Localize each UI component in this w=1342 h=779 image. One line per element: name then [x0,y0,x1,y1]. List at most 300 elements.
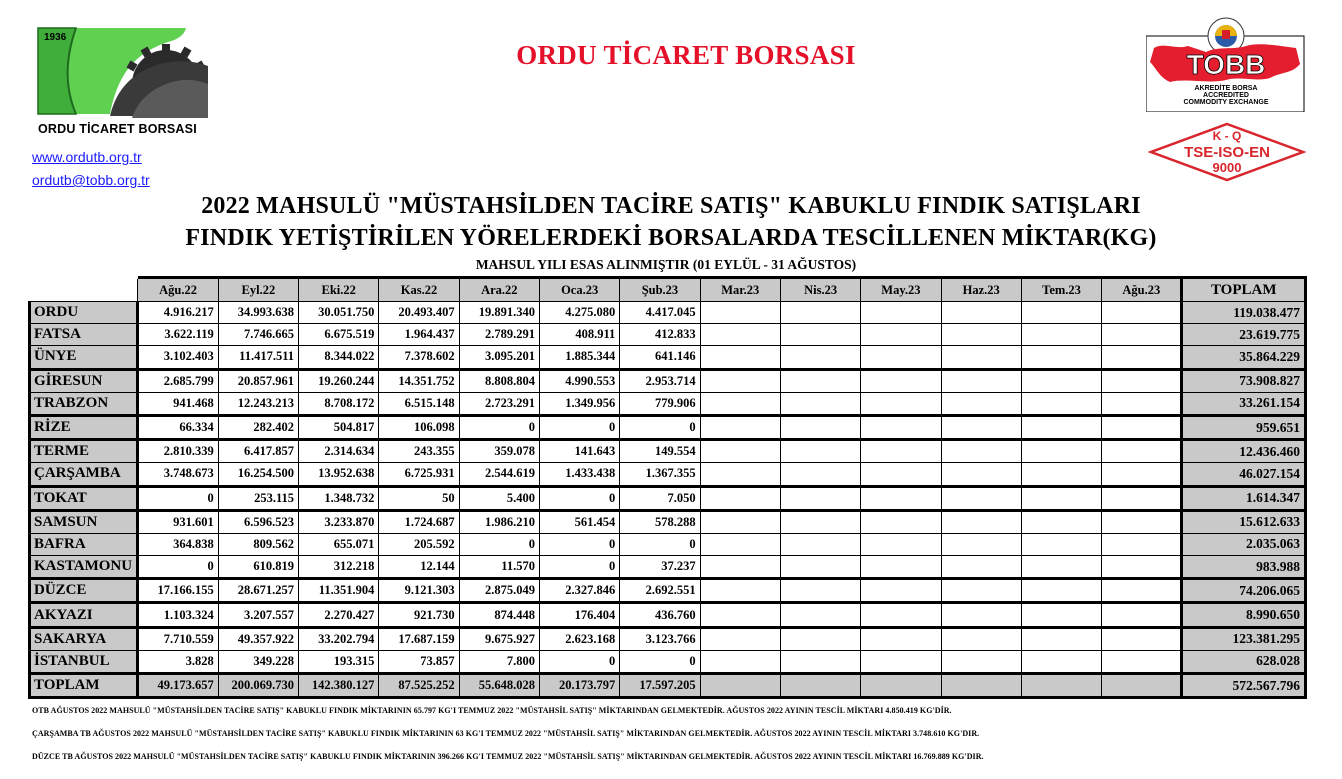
table-cell [1021,603,1101,627]
table-cell: 0 [539,556,619,579]
table-cell: 610.819 [218,556,298,579]
table-cell: 12.144 [379,556,459,579]
column-header: Eki.22 [299,278,379,302]
row-total: 119.038.477 [1182,302,1306,324]
table-cell [1102,324,1182,346]
table-cell: 578.288 [620,510,700,533]
table-cell [1021,415,1101,439]
table-cell: 16.254.500 [218,463,298,486]
table-cell: 4.275.080 [539,302,619,324]
row-total: 959.651 [1182,415,1306,439]
table-cell [1102,415,1182,439]
table-cell: 0 [459,533,539,555]
table-cell [861,369,941,392]
table-cell: 2.544.619 [459,463,539,486]
row-total: 8.990.650 [1182,603,1306,627]
page-title: ORDU TİCARET BORSASI [516,40,856,70]
table-row [30,392,1306,415]
table-cell: 0 [539,415,619,439]
table-cell: 2.327.846 [539,579,619,603]
table-cell [780,463,860,486]
table-header [30,278,1306,302]
table-cell: 20.173.797 [539,674,619,698]
table-cell [941,486,1021,510]
table-cell [1021,346,1101,369]
table-cell: 7.050 [620,486,700,510]
table-cell [941,627,1021,650]
sales-table [28,276,1307,699]
table-cell: 1.964.437 [379,324,459,346]
column-header-total: TOPLAM [1182,278,1306,302]
table-cell [861,556,941,579]
table-row [30,486,1306,510]
table-cell [941,650,1021,673]
table-cell: 141.643 [539,440,619,463]
table-cell: 809.562 [218,533,298,555]
table-cell: 1.885.344 [539,346,619,369]
row-label: ÜNYE [30,346,138,369]
column-header: Nis.23 [780,278,860,302]
table-cell: 779.906 [620,392,700,415]
row-total: 2.035.063 [1182,533,1306,555]
table-cell [1021,392,1101,415]
table-cell [700,510,780,533]
table-cell [780,486,860,510]
table-cell [941,324,1021,346]
row-total: 12.436.460 [1182,440,1306,463]
table-cell: 2.875.049 [459,579,539,603]
table-cell [700,650,780,673]
email-link[interactable]: ordutb@tobb.org.tr [32,172,150,188]
row-label: BAFRA [30,533,138,555]
table-cell: 3.622.119 [138,324,218,346]
table-row [30,415,1306,439]
table-cell [861,392,941,415]
report-title-line2: FINDIK YETİŞTİRİLEN YÖRELERDEKİ BORSALARDA TESCİLLENEN MİKTAR(KG) [185,225,1157,251]
table-cell: 0 [138,486,218,510]
table-cell [1102,603,1182,627]
table-cell: 7.800 [459,650,539,673]
table-cell [780,369,860,392]
table-cell [780,533,860,555]
table-row [30,627,1306,650]
row-label: ORDU [30,302,138,324]
table-cell [861,486,941,510]
table-cell [941,302,1021,324]
table-cell [1021,369,1101,392]
table-cell [700,346,780,369]
column-header: Mar.23 [700,278,780,302]
table-cell [941,369,1021,392]
row-label: TOKAT [30,486,138,510]
table-cell [1021,302,1101,324]
table-cell: 0 [459,415,539,439]
table-cell: 19.260.244 [299,369,379,392]
table-cell [1102,392,1182,415]
table-row [30,302,1306,324]
table-cell: 2.953.714 [620,369,700,392]
table-cell [1102,463,1182,486]
column-header: May.23 [861,278,941,302]
table-cell [700,486,780,510]
table-cell: 37.237 [620,556,700,579]
table-cell: 3.123.766 [620,627,700,650]
row-label: SAKARYA [30,627,138,650]
iso-line3: 9000 [1212,160,1242,175]
table-cell: 9.121.303 [379,579,459,603]
table-cell [1021,650,1101,673]
table-cell: 11.351.904 [299,579,379,603]
table-row [30,463,1306,486]
table-row [30,440,1306,463]
table-cell [700,603,780,627]
table-cell [1021,627,1101,650]
table-cell [780,392,860,415]
table-cell [700,392,780,415]
table-cell: 253.115 [218,486,298,510]
table-cell [1102,556,1182,579]
table-cell: 2.270.427 [299,603,379,627]
column-header: Kas.22 [379,278,459,302]
row-label: FATSA [30,324,138,346]
iso-line2: TSE-ISO-EN [1184,144,1270,161]
table-cell: 7.746.665 [218,324,298,346]
table-body [30,302,1306,698]
table-cell: 13.952.638 [299,463,379,486]
table-cell [780,346,860,369]
table-row [30,324,1306,346]
table-cell: 8.808.804 [459,369,539,392]
table-cell: 0 [138,556,218,579]
table-cell: 349.228 [218,650,298,673]
table-cell [861,510,941,533]
column-header: Ara.22 [459,278,539,302]
table-cell [1021,463,1101,486]
table-cell [861,324,941,346]
column-header: Ağu.22 [138,278,218,302]
table-cell: 6.417.857 [218,440,298,463]
row-label: ÇARŞAMBA [30,463,138,486]
row-label: GİRESUN [30,369,138,392]
column-header: Şub.23 [620,278,700,302]
table-cell [700,415,780,439]
table-cell: 4.916.217 [138,302,218,324]
row-total: 628.028 [1182,650,1306,673]
tobb-accredited-logo [1146,16,1306,112]
table-cell [1102,486,1182,510]
table-cell: 176.404 [539,603,619,627]
table-cell: 3.748.673 [138,463,218,486]
table-cell: 49.173.657 [138,674,218,698]
row-label: TRABZON [30,392,138,415]
tobb-line2: ACCREDITED [1203,92,1249,99]
table-cell: 2.623.168 [539,627,619,650]
table-cell [941,346,1021,369]
table-cell: 3.095.201 [459,346,539,369]
table-cell: 941.468 [138,392,218,415]
table-cell [1102,440,1182,463]
table-cell [1021,579,1101,603]
table-cell [941,533,1021,555]
table-cell: 87.525.252 [379,674,459,698]
table-cell [861,346,941,369]
table-cell: 19.891.340 [459,302,539,324]
table-cell: 3.233.870 [299,510,379,533]
table-cell: 312.218 [299,556,379,579]
table-cell: 2.314.634 [299,440,379,463]
table-cell: 2.810.339 [138,440,218,463]
row-label: TERME [30,440,138,463]
table-cell [861,533,941,555]
table-cell [861,463,941,486]
table-cell [1021,556,1101,579]
table-cell: 6.515.148 [379,392,459,415]
table-cell: 2.692.551 [620,579,700,603]
table-cell [1021,533,1101,555]
tobb-line1: AKREDİTE BORSA [1194,85,1258,92]
tobb-line3: COMMODITY EXCHANGE [1183,99,1269,106]
iso-line1: K - Q [1212,129,1242,143]
table-cell: 3.207.557 [218,603,298,627]
table-cell [1102,627,1182,650]
table-cell [700,369,780,392]
table-cell: 193.315 [299,650,379,673]
table-cell: 436.760 [620,603,700,627]
table-cell: 7.378.602 [379,346,459,369]
table-cell [700,463,780,486]
table-cell [700,533,780,555]
table-cell: 3.828 [138,650,218,673]
footnote-carsamba: ÇARŞAMBA TB AĞUSTOS 2022 MAHSULÜ "MÜSTAHSİLDEN TACİRE SATIŞ" KABUKLU FINDIK MİKTARININ 63 KG'I TEMMUZ 2022 "MÜSTAHSİL SATIŞ" MİKTARINDAN GELMEKTEDİR. AĞUSTOS 2022 AYININ TESCİL MİKTARI 3.748.610 KG'DIR. [32,729,980,738]
tse-iso-logo [1148,122,1306,182]
header-corner [30,278,138,302]
table-cell: 921.730 [379,603,459,627]
table-cell: 149.554 [620,440,700,463]
table-cell: 931.601 [138,510,218,533]
row-label: RİZE [30,415,138,439]
table-cell: 0 [620,415,700,439]
table-cell: 142.380.127 [299,674,379,698]
table-row [30,533,1306,555]
table-row [30,650,1306,673]
table-cell [941,440,1021,463]
table-cell [941,510,1021,533]
table-row [30,346,1306,369]
table-cell [700,324,780,346]
table-cell [941,674,1021,698]
table-cell [1021,324,1101,346]
row-label: SAMSUN [30,510,138,533]
table-cell: 0 [539,533,619,555]
table-cell: 1.986.210 [459,510,539,533]
website-link[interactable]: www.ordutb.org.tr [32,149,142,165]
table-cell [780,510,860,533]
row-total: 74.206.065 [1182,579,1306,603]
table-cell [780,579,860,603]
table-cell: 66.334 [138,415,218,439]
table-cell: 14.351.752 [379,369,459,392]
row-total: 46.027.154 [1182,463,1306,486]
column-header: Oca.23 [539,278,619,302]
table-cell: 3.102.403 [138,346,218,369]
table-cell: 874.448 [459,603,539,627]
table-cell [941,603,1021,627]
table-cell [1102,650,1182,673]
table-cell: 282.402 [218,415,298,439]
table-cell: 8.708.172 [299,392,379,415]
table-cell [1102,302,1182,324]
table-cell [941,392,1021,415]
row-total: 983.988 [1182,556,1306,579]
logo-year: 1936 [44,32,67,43]
table-cell: 4.990.553 [539,369,619,392]
table-cell: 55.648.028 [459,674,539,698]
table-row [30,510,1306,533]
table-cell: 200.069.730 [218,674,298,698]
table-cell: 11.417.511 [218,346,298,369]
row-total: 73.908.827 [1182,369,1306,392]
table-row [30,603,1306,627]
table-cell [700,302,780,324]
table-cell: 641.146 [620,346,700,369]
table-cell: 2.723.291 [459,392,539,415]
table-cell: 1.348.732 [299,486,379,510]
table-cell: 7.710.559 [138,627,218,650]
table-cell [700,627,780,650]
row-total: 35.864.229 [1182,346,1306,369]
table-cell: 1.349.956 [539,392,619,415]
table-cell [1102,346,1182,369]
table-cell: 1.367.355 [620,463,700,486]
column-header: Tem.23 [1021,278,1101,302]
logo-caption: ORDU TİCARET BORSASI [38,122,197,136]
table-cell [780,440,860,463]
table-cell: 6.596.523 [218,510,298,533]
table-cell [861,415,941,439]
table-cell: 34.993.638 [218,302,298,324]
table-cell: 561.454 [539,510,619,533]
table-cell [700,674,780,698]
table-cell [1021,440,1101,463]
table-cell: 17.597.205 [620,674,700,698]
table-cell: 12.243.213 [218,392,298,415]
footnote-otb: OTB AĞUSTOS 2022 MAHSULÜ "MÜSTAHSİLDEN TACİRE SATIŞ" KABUKLU FINDIK MİKTARININ 65.797 KG'I TEMMUZ 2022 "MÜSTAHSİL SATIŞ" MİKTARINDAN GELMEKTEDİR. AĞUSTOS 2022 AYININ TESCİL MİKTARI 4.850.419 KG'DİR. [32,706,952,715]
table-cell [1102,674,1182,698]
table-cell: 655.071 [299,533,379,555]
table-cell: 20.857.961 [218,369,298,392]
row-total: 15.612.633 [1182,510,1306,533]
table-cell [780,415,860,439]
table-cell [780,603,860,627]
row-total: 572.567.796 [1182,674,1306,698]
table-cell: 4.417.045 [620,302,700,324]
table-cell [861,302,941,324]
table-cell: 50 [379,486,459,510]
table-cell: 412.833 [620,324,700,346]
table-cell: 364.838 [138,533,218,555]
table-cell [1102,533,1182,555]
table-cell [941,463,1021,486]
table-cell [1102,579,1182,603]
table-row [30,556,1306,579]
table-cell [1021,510,1101,533]
column-header: Ağu.23 [1102,278,1182,302]
table-cell [941,579,1021,603]
table-cell: 17.166.155 [138,579,218,603]
table-cell [861,650,941,673]
row-total: 23.619.775 [1182,324,1306,346]
row-label: DÜZCE [30,579,138,603]
table-cell: 73.857 [379,650,459,673]
table-cell [780,674,860,698]
row-label: İSTANBUL [30,650,138,673]
table-cell: 205.592 [379,533,459,555]
report-subtitle: MAHSUL YILI ESAS ALINMIŞTIR (01 EYLÜL - 31 AĞUSTOS) [475,257,857,272]
table-cell [861,627,941,650]
row-total: 1.614.347 [1182,486,1306,510]
table-cell: 1.724.687 [379,510,459,533]
table-cell: 504.817 [299,415,379,439]
table-cell: 33.202.794 [299,627,379,650]
table-cell [780,650,860,673]
table-cell [700,579,780,603]
table-cell: 0 [539,486,619,510]
table-cell: 2.685.799 [138,369,218,392]
tobb-name: TOBB [1186,49,1266,80]
table-cell: 5.400 [459,486,539,510]
column-header: Eyl.22 [218,278,298,302]
table-cell: 30.051.750 [299,302,379,324]
table-cell [780,627,860,650]
row-label: TOPLAM [30,674,138,698]
table-cell: 243.355 [379,440,459,463]
table-cell [1021,486,1101,510]
table-cell [780,324,860,346]
table-row [30,579,1306,603]
footnote-duzce: DÜZCE TB AĞUSTOS 2022 MAHSULÜ "MÜSTAHSİLDEN TACİRE SATIŞ" KABUKLU FINDIK MİKTARININ 396.266 KG'I TEMMUZ 2022 "MÜSTAHSİL SATIŞ" MİKTARINDAN GELMEKTEDİR. AĞUSTOS 2022 AYININ TESCİL MİKTARI 16.769.889 KG'DIR. [32,752,984,761]
table-cell: 6.675.519 [299,324,379,346]
table-cell [700,556,780,579]
row-label: AKYAZI [30,603,138,627]
table-cell: 0 [620,650,700,673]
table-row [30,369,1306,392]
table-cell [861,603,941,627]
table-cell [1021,674,1101,698]
table-cell [780,556,860,579]
table-cell: 359.078 [459,440,539,463]
table-cell: 1.103.324 [138,603,218,627]
table-cell: 9.675.927 [459,627,539,650]
row-total: 33.261.154 [1182,392,1306,415]
table-cell: 17.687.159 [379,627,459,650]
table-cell: 106.098 [379,415,459,439]
table-cell: 1.433.438 [539,463,619,486]
table-cell [700,440,780,463]
row-label: KASTAMONU [30,556,138,579]
table-cell [861,579,941,603]
table-cell: 408.911 [539,324,619,346]
table-cell [780,302,860,324]
table-total-row [30,674,1306,698]
row-total: 123.381.295 [1182,627,1306,650]
table-cell [941,415,1021,439]
table-cell: 0 [620,533,700,555]
table-cell [1102,510,1182,533]
table-cell: 49.357.922 [218,627,298,650]
table-cell [861,674,941,698]
table-cell: 28.671.257 [218,579,298,603]
table-cell [861,440,941,463]
